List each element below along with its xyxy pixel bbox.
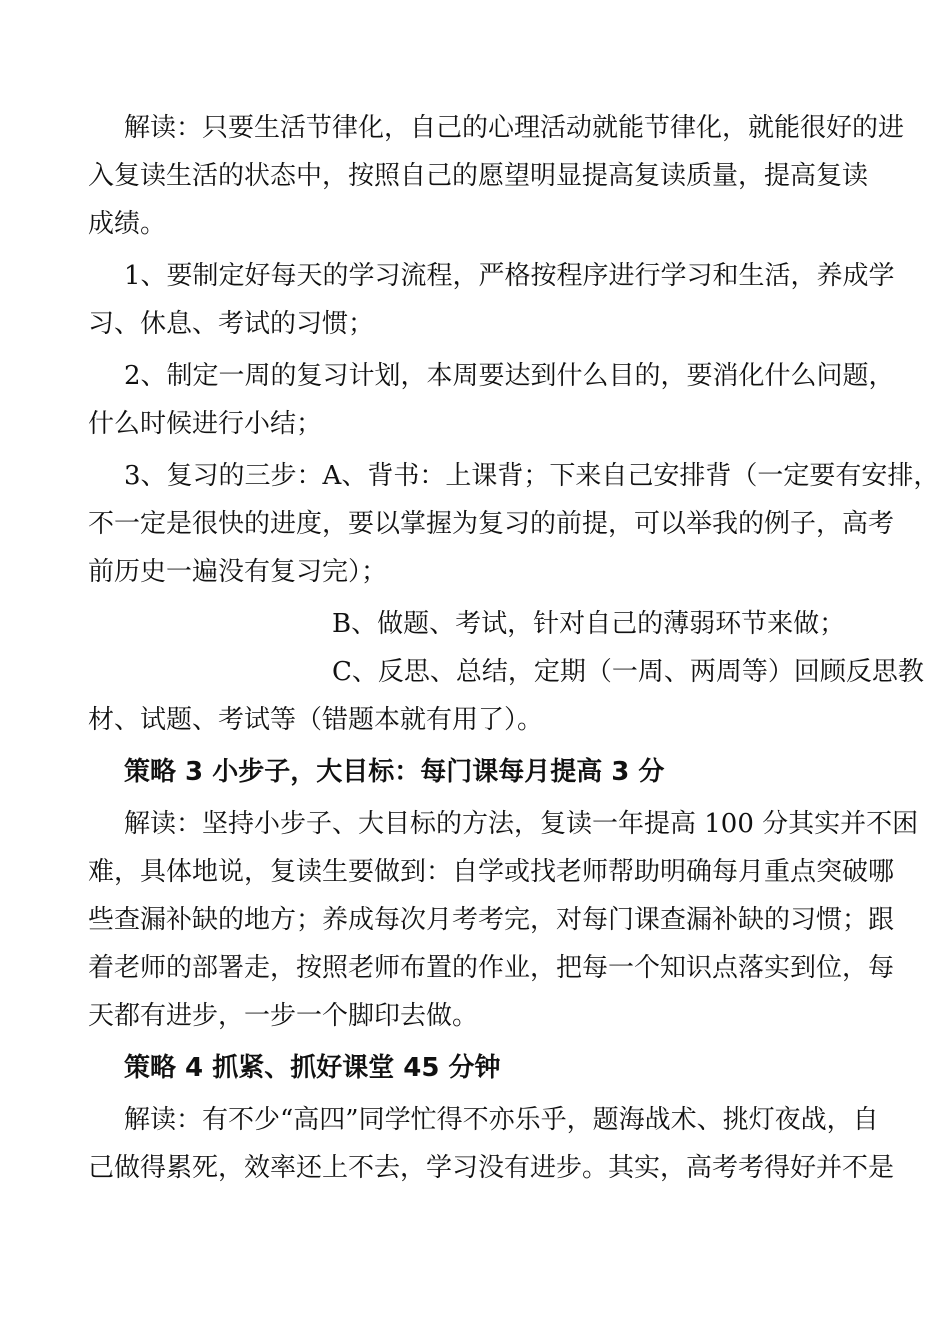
paragraph-line: 天都有进步，一步一个脚印去做。 <box>88 1001 479 1031</box>
paragraph-line: 入复读生活的状态中，按照自己的愿望明显提高复读质量，提高复读 <box>88 161 869 191</box>
paragraph-line: 解读：有不少“高四”同学忙得不亦乐乎，题海战术、挑灯夜战，自 <box>124 1105 879 1135</box>
paragraph-line: 解读：只要生活节律化，自己的心理活动就能节律化，就能很好的进 <box>124 113 905 143</box>
list-item-line: 3、复习的三步：A、背书：上课背；下来自己安排背（一定要有安排， <box>124 461 940 491</box>
list-item-line: 什么时候进行小结； <box>88 409 323 439</box>
section-heading: 策略 4 抓紧、抓好课堂 45 分钟 <box>124 1053 501 1083</box>
paragraph-line: 成绩。 <box>88 209 167 239</box>
sub-item-line: 材、试题、考试等（错题本就有用了）。 <box>88 705 544 735</box>
paragraph-line: 己做得累死，效率还上不去，学习没有进步。其实，高考考得好并不是 <box>88 1153 895 1183</box>
sub-item-line: B、做题、考试，针对自己的薄弱环节来做； <box>332 609 846 639</box>
paragraph-line: 着老师的部署走，按照老师布置的作业，把每一个知识点落实到位，每 <box>88 953 895 983</box>
paragraph-line: 解读：坚持小步子、大目标的方法，复读一年提高 100 分其实并不困 <box>124 809 919 839</box>
list-item-line: 不一定是很快的进度，要以掌握为复习的前提，可以举我的例子，高考 <box>88 509 895 539</box>
list-item-line: 1、要制定好每天的学习流程，严格按程序进行学习和生活，养成学 <box>124 261 895 291</box>
paragraph-line: 些查漏补缺的地方；养成每次月考考完，对每门课查漏补缺的习惯；跟 <box>88 905 895 935</box>
sub-item-line: C、反思、总结，定期（一周、两周等）回顾反思教 <box>332 657 924 687</box>
paragraph-line: 难，具体地说，复读生要做到：自学或找老师帮助明确每月重点突破哪 <box>88 857 895 887</box>
list-item-line: 习、休息、考试的习惯； <box>88 309 375 339</box>
section-heading: 策略 3 小步子，大目标：每门课每月提高 3 分 <box>124 757 665 787</box>
list-item-line: 2、制定一周的复习计划，本周要达到什么目的，要消化什么问题， <box>124 361 895 391</box>
list-item-line: 前历史一遍没有复习完）； <box>88 557 388 587</box>
